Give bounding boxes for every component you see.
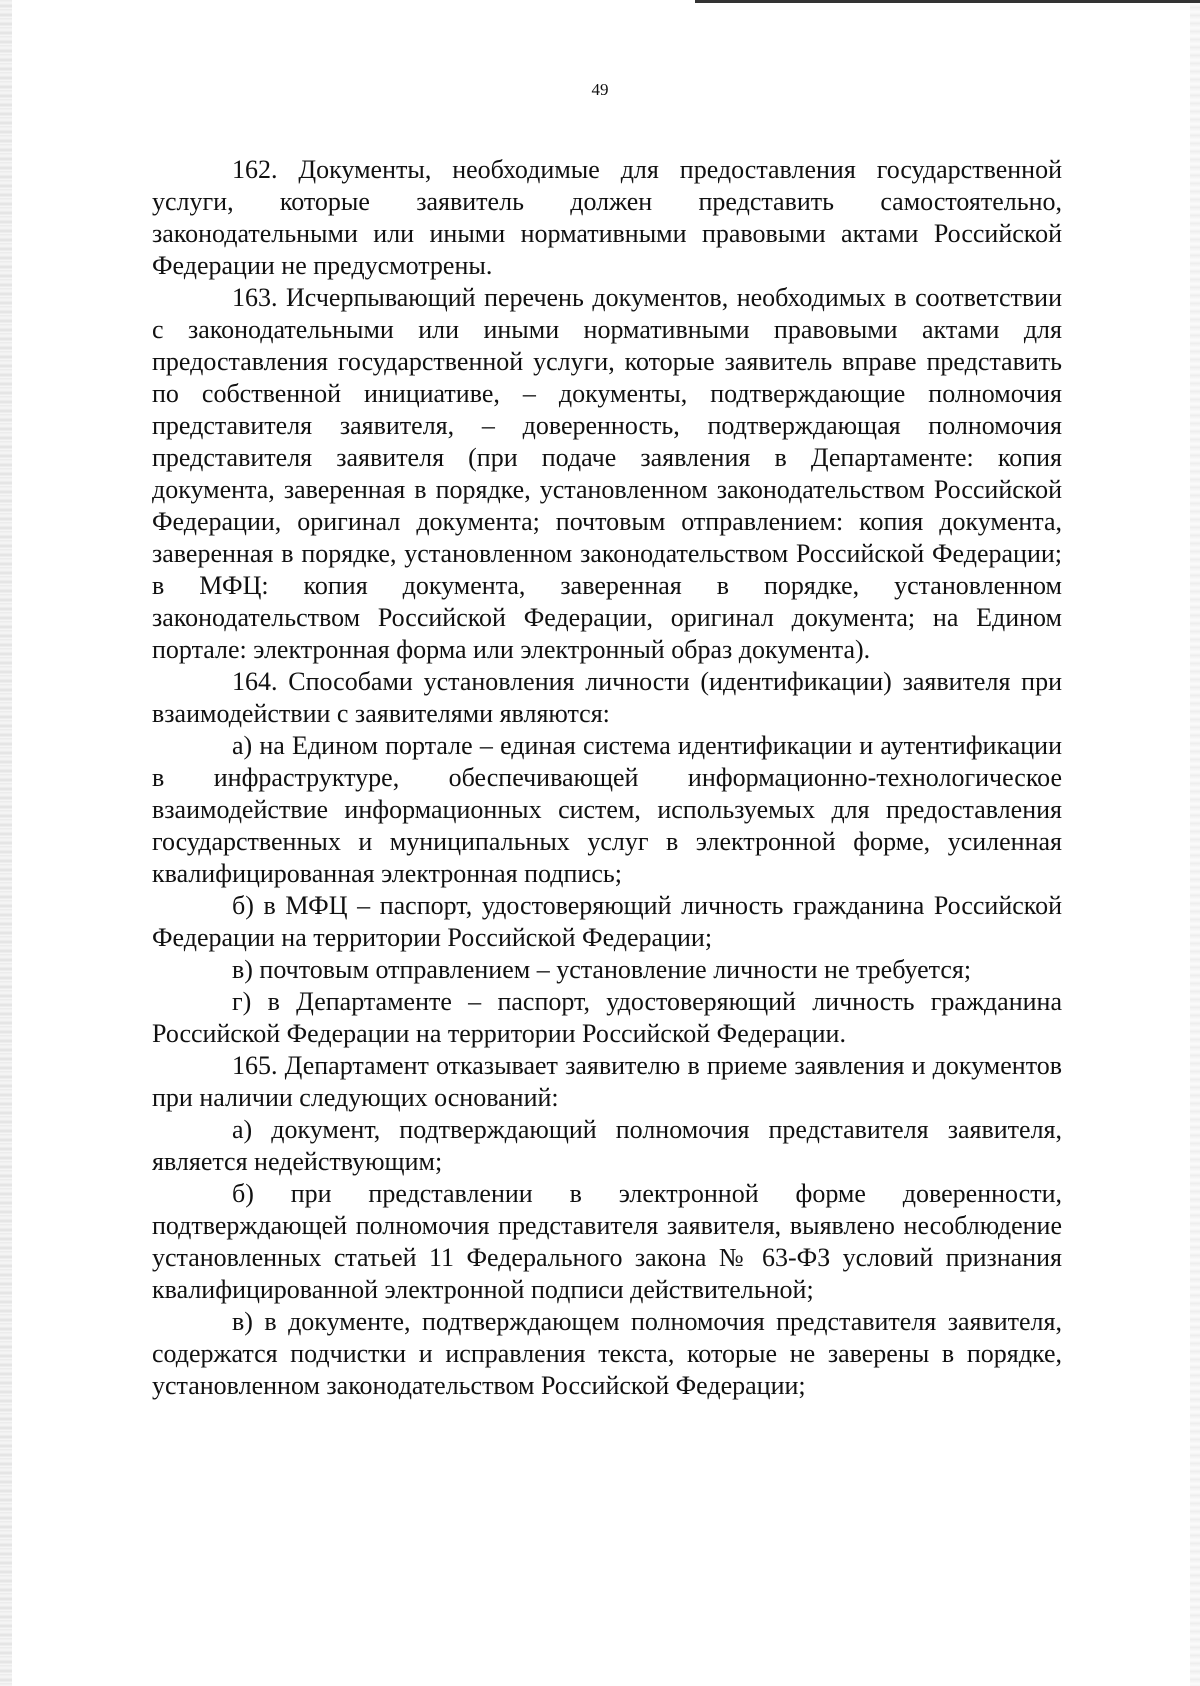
paragraph-164: 164. Способами установления личности (идентификации) заявителя при взаимодействии с заявителями являются: [152, 667, 1062, 728]
paragraph-165-b: б) при представлении в электронной форме доверенности, подтверждающей полномочия представителя заявителя, выявлено несоблюдение установленных статьей 11 Федерального закона № 63-ФЗ условий признания квалифицированной электронной подписи действительной; [152, 1179, 1062, 1304]
scan-right-edge [1190, 0, 1200, 1686]
paragraph-164-b: б) в МФЦ – паспорт, удостоверяющий личность гражданина Российской Федерации на территории Российской Федерации; [152, 891, 1062, 952]
paragraph-162: 162. Документы, необходимые для предоставления государственной услуги, которые заявитель должен представить самостоятельно, законодательными или иными нормативными правовыми актами Российской Федерации не предусмотрены. [152, 155, 1062, 280]
document-body [152, 154, 1062, 1402]
paragraph-164-a: а) на Едином портале – единая система идентификации и аутентификации в инфраструктуре, обеспечивающей информационно-технологическое взаимодействие информационных систем, используемых для предоставления государственных и муниципальных услуг в электронной форме, усиленная квалифицированная электронная подпись; [152, 731, 1062, 888]
page-number: 49 [591, 80, 609, 99]
scan-top-line [695, 0, 1200, 3]
paragraph-164-g: г) в Департаменте – паспорт, удостоверяющий личность гражданина Российской Федерации на территории Российской Федерации. [152, 987, 1062, 1048]
paragraph-164-v: в) почтовым отправлением – установление личности не требуется; [232, 955, 972, 984]
paragraph-165-a: а) документ, подтверждающий полномочия представителя заявителя, является недействующим; [152, 1115, 1062, 1176]
paragraph-165-v: в) в документе, подтверждающем полномочия представителя заявителя, содержатся подчистки и исправления текста, которые не заверены в порядке, установленном законодательством Российской Федерации; [152, 1307, 1062, 1400]
scan-left-edge [0, 0, 12, 1686]
paragraph-163: 163. Исчерпывающий перечень документов, необходимых в соответствии с законодательными или иными нормативными правовыми актами для предоставления государственной услуги, которые заявитель вправе представить по собственной инициативе, – документы, подтверждающие полномочия представителя заявителя, – доверенность, подтверждающая полномочия представителя заявителя (при подаче заявления в Департаменте: копия документа, заверенная в порядке, установленном законодательством Российской Федерации, оригинал документа; почтовым отправлением: копия документа, заверенная в порядке, установленном законодательством Российской Федерации; в МФЦ: копия документа, заверенная в порядке, установленном законодательством Российской Федерации, оригинал документа; на Едином портале: электронная форма или электронный образ документа). [152, 283, 1062, 664]
paragraph-165: 165. Департамент отказывает заявителю в приеме заявления и документов при наличии следующих оснований: [152, 1051, 1062, 1112]
